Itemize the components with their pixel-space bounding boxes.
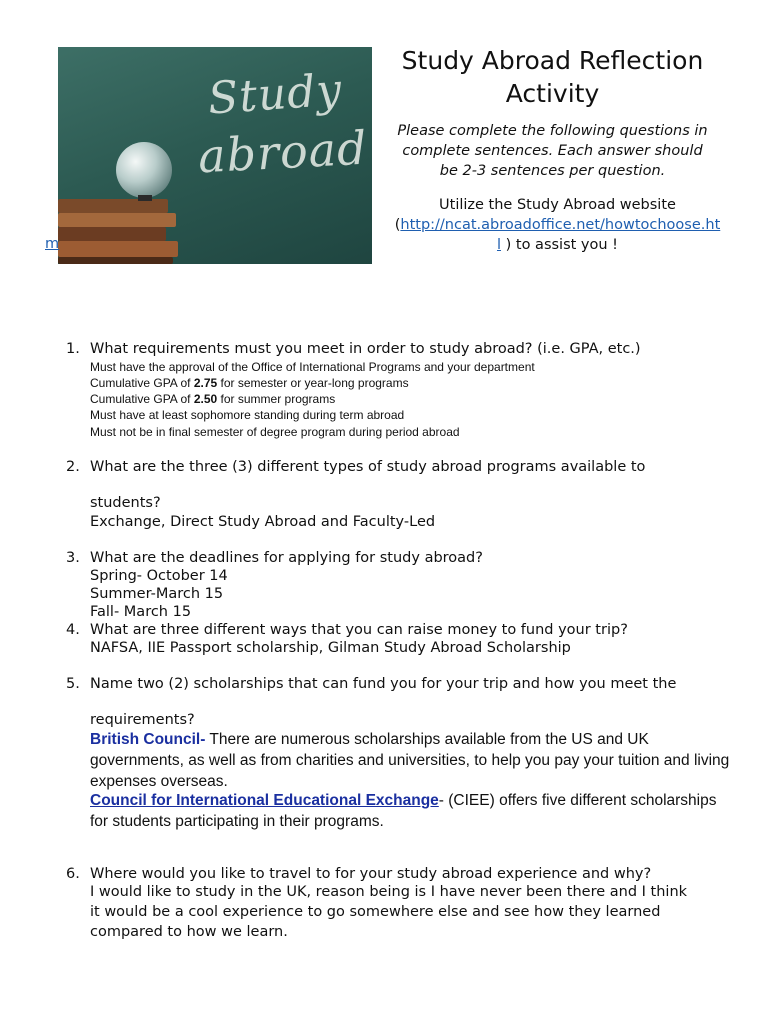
question-5-text: Name two (2) scholarships that can fund you for your trip and how you meet the xyxy=(90,676,677,692)
q3-answer-line: Summer-March 15 xyxy=(90,586,224,602)
image-chalk-text-abroad: abroad xyxy=(196,120,369,184)
question-number: 3. xyxy=(66,550,80,566)
book-icon xyxy=(58,213,176,227)
title-line-1: Study Abroad Reflection xyxy=(401,46,704,75)
question-6-text: Where would you like to travel to for your study abroad experience and why? xyxy=(90,866,652,882)
question-4-text: What are three different ways that you can raise money to fund your trip? xyxy=(90,622,628,638)
question-number: 2. xyxy=(66,459,80,475)
question-number: 5. xyxy=(66,676,80,692)
question-number: 6. xyxy=(66,866,80,882)
util-line-1: Utilize the Study Abroad website xyxy=(439,197,676,213)
q1-answer-line: Must not be in final semester of degree program during period abroad xyxy=(90,425,460,439)
q6-answer-line: I would like to study in the UK, reason being is I have never been there and I think xyxy=(90,884,688,900)
stray-link-fragment[interactable]: m xyxy=(45,236,60,252)
util-line-3 xyxy=(385,235,730,255)
study-abroad-website-link[interactable]: http://ncat.abroadoffice.net/howtochoose.ht xyxy=(400,217,721,233)
book-icon xyxy=(58,257,173,264)
intro-line-1: Please complete the following questions in xyxy=(397,123,708,139)
ciee-link[interactable]: Council for International Educational Exchange xyxy=(90,792,439,809)
q5-ciee-answer: Council for International Educational Exchange- (CIEE) offers five different scholarships for students participating in their programs. xyxy=(90,792,717,830)
q2-answer: Exchange, Direct Study Abroad and Faculty-Led xyxy=(90,514,436,530)
intro-line-3: be 2-3 sentences per question. xyxy=(439,163,666,179)
question-2-text-cont: students? xyxy=(90,495,161,511)
question-number: 1. xyxy=(66,341,80,357)
util-after-text: ) to assist you ! xyxy=(501,237,618,253)
study-abroad-website-link-continued[interactable]: l xyxy=(496,237,502,253)
open-paren: ( xyxy=(394,217,401,233)
q3-answer-line: Spring- October 14 xyxy=(90,568,228,584)
intro-line-2: complete sentences. Each answer should xyxy=(402,143,703,159)
question-3-text: What are the deadlines for applying for study abroad? xyxy=(90,550,483,566)
book-icon xyxy=(58,199,168,213)
image-chalk-text-study: Study xyxy=(206,64,344,125)
website-note xyxy=(385,195,730,255)
q4-answer: NAFSA, IIE Passport scholarship, Gilman Study Abroad Scholarship xyxy=(90,640,571,656)
q1-answer-line: Cumulative GPA of 2.50 for summer programs xyxy=(90,392,336,406)
intro-instructions xyxy=(385,121,720,181)
title-line-2: Activity xyxy=(505,79,600,108)
q5-british-council-answer: British Council- There are numerous scholarships available from the US and UK governments, as well as from charities and universities, to help you pay your tuition and living expenses overseas. xyxy=(90,731,730,790)
q6-answer-line: compared to how we learn. xyxy=(90,924,288,940)
globe-icon xyxy=(116,142,172,198)
q1-answer-line: Cumulative GPA of 2.75 for semester or year-long programs xyxy=(90,376,409,390)
question-number: 4. xyxy=(66,622,80,638)
question-5-text-cont: requirements? xyxy=(90,712,195,728)
book-icon xyxy=(58,241,178,257)
british-council-label: British Council- xyxy=(90,731,206,748)
question-2-text: What are the three (3) different types of study abroad programs available to xyxy=(90,459,646,475)
globe-stand xyxy=(138,195,152,201)
q1-answer-line: Must have at least sophomore standing during term abroad xyxy=(90,408,405,422)
page-title xyxy=(385,44,720,110)
book-icon xyxy=(58,227,166,241)
question-1-text: What requirements must you meet in order to study abroad? (i.e. GPA, etc.) xyxy=(90,341,641,357)
q1-answer-line: Must have the approval of the Office of International Programs and your department xyxy=(90,360,535,374)
q3-answer-line: Fall- March 15 xyxy=(90,604,192,620)
study-abroad-image xyxy=(58,47,372,264)
q6-answer-line: it would be a cool experience to go somewhere else and see how they learned xyxy=(90,904,661,920)
util-line-2 xyxy=(385,215,730,235)
